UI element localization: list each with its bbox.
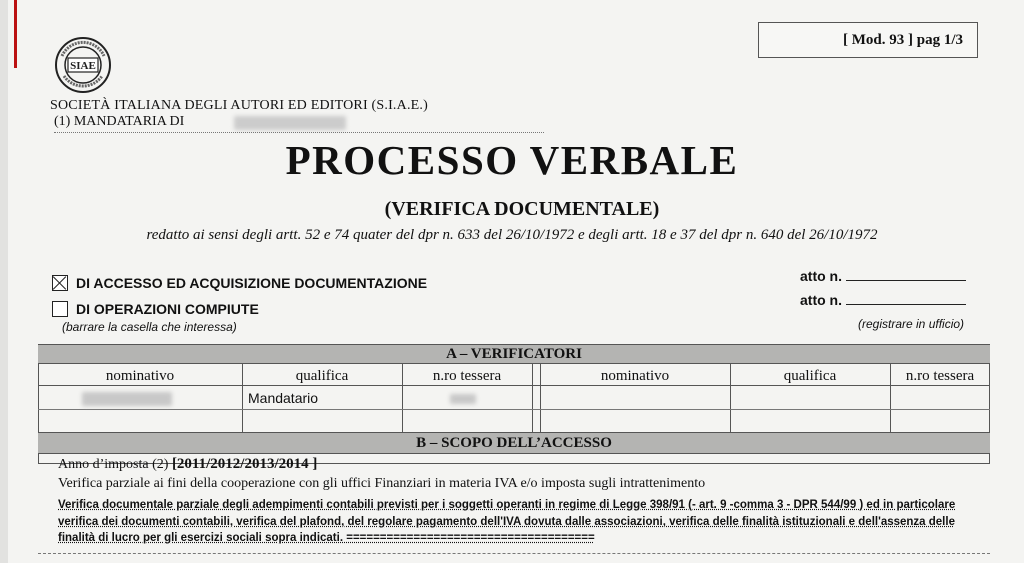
page-edge — [0, 0, 8, 563]
section-b-header: B – SCOPO DELL’ACCESSO — [38, 432, 990, 454]
verifica-text: Verifica parziale ai fini della cooperazione con gli uffici Finanziari in materia IVA e/o imposta sugli intrattenimento — [58, 476, 706, 491]
redacted-tessera — [450, 394, 476, 404]
atto-blank[interactable] — [846, 292, 966, 305]
col-tessera-left: n.ro tessera — [402, 366, 532, 386]
section-a-header: A – VERIFICATORI — [38, 344, 990, 364]
table-divider — [532, 364, 533, 432]
anno-label: Anno d’imposta (2) — [58, 457, 169, 472]
col-qualifica-right: qualifica — [730, 366, 890, 386]
document-title: PROCESSO VERBALE — [285, 137, 739, 183]
siae-logo — [54, 36, 112, 94]
option-label: DI OPERAZIONI COMPIUTE — [76, 301, 259, 317]
atto-field-1 — [800, 268, 966, 284]
option-note: (barrare la casella che interessa) — [62, 320, 237, 334]
document-subtitle: (VERIFICA DOCUMENTALE) — [384, 198, 660, 220]
redacted-nominativo — [82, 392, 172, 406]
col-nominativo-left: nominativo — [38, 366, 242, 386]
option-label: DI ACCESSO ED ACQUISIZIONE DOCUMENTAZIONE — [76, 275, 428, 291]
anno-value: [2011/2012/2013/2014 ] — [171, 456, 318, 472]
atto-label: atto n. — [800, 268, 842, 284]
edge-mark — [14, 0, 17, 68]
legal-reference: redatto ai sensi degli artt. 52 e 74 quater del dpr n. 633 del 26/10/1972 e degli artt. 18 e 37 del dpr n. 640 del 26/10/1972 — [146, 227, 878, 243]
table-divider — [540, 364, 541, 432]
section-separator — [38, 553, 990, 554]
table-divider — [730, 364, 731, 432]
checkbox-checked[interactable] — [52, 275, 68, 291]
table-divider — [402, 364, 403, 432]
anno-imposta — [58, 456, 317, 473]
col-nominativo-right: nominativo — [540, 366, 730, 386]
col-qualifica-left: qualifica — [242, 366, 402, 386]
mandataria-underline — [54, 132, 544, 133]
option-accesso[interactable] — [52, 275, 427, 291]
logo-text: SIAE — [70, 60, 96, 72]
option-operazioni[interactable] — [52, 301, 259, 317]
mandataria-label: (1) MANDATARIA DI — [54, 114, 185, 129]
table-divider — [242, 364, 243, 432]
module-label: [ Mod. 93 ] pag 1/3 — [758, 22, 978, 58]
atto-field-2 — [800, 292, 966, 308]
scope-description: Verifica documentale parziale degli adempimenti contabili previsti per i soggetti operanti in regime di Legge 398/91 (- art. 9 -comma 3 - DPR 544/99 ) ed in particolare verifica dei documenti contabili, verifica del plafond, del regolare pagamento dell'IVA dovuta dalle associazioni, verifica delle finalità istituzionali e dell'assenza delle finalità di lucro per gli esercizi sociali sopra indicati. ===================================== — [58, 499, 956, 544]
table-divider — [890, 364, 891, 432]
col-spacer — [532, 366, 540, 386]
table-row-line — [38, 409, 990, 410]
qualifica-cell: Mandatario — [248, 390, 319, 406]
checkbox-unchecked[interactable] — [52, 301, 68, 317]
atto-note: (registrare in ufficio) — [858, 317, 965, 331]
atto-label: atto n. — [800, 292, 842, 308]
col-tessera-right: n.ro tessera — [890, 366, 990, 386]
redacted-mandataria — [234, 116, 346, 130]
organization-name: SOCIETÀ ITALIANA DEGLI AUTORI ED EDITORI (S.I.A.E.) — [50, 98, 428, 113]
atto-blank[interactable] — [846, 268, 966, 281]
